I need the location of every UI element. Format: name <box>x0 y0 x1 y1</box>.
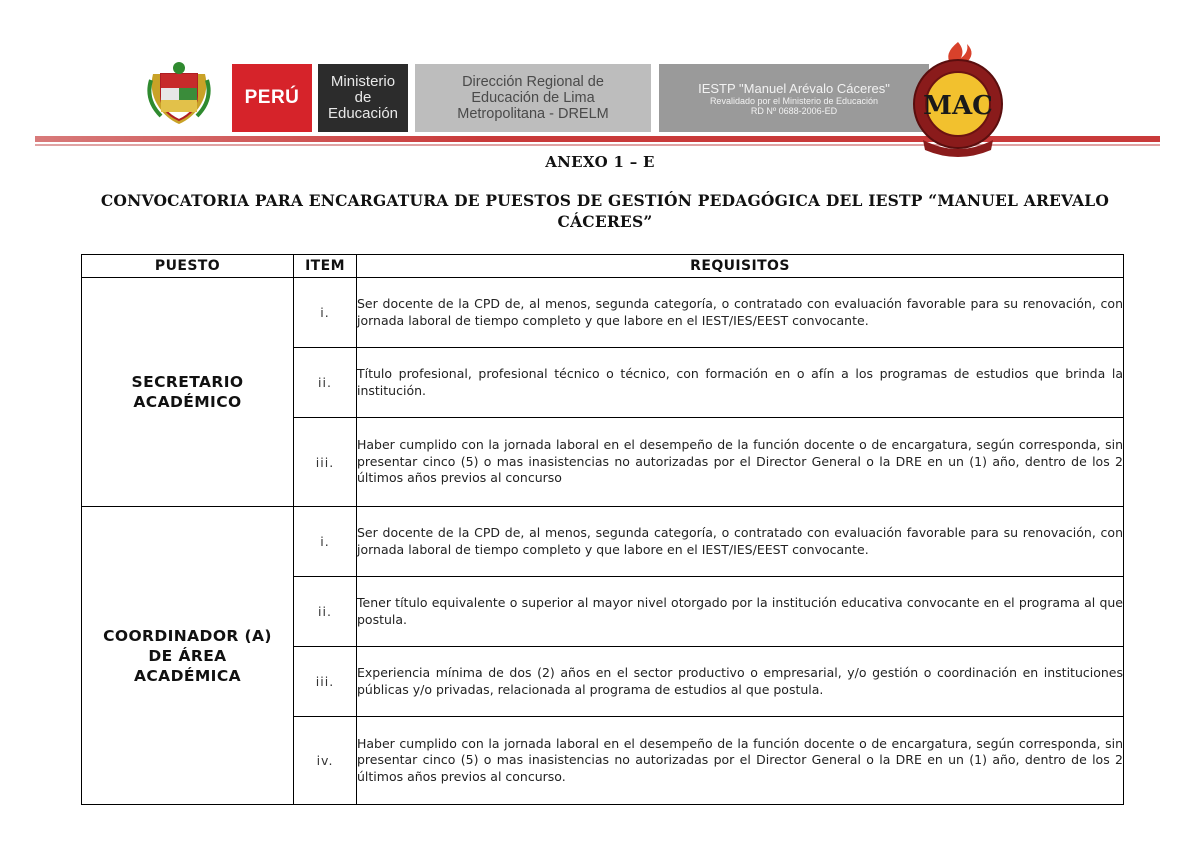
puesto-secretario-academico: SECRETARIO ACADÉMICO <box>82 278 294 507</box>
header-banner <box>35 40 1160 150</box>
item-number: iv. <box>294 717 357 805</box>
item-number: i. <box>294 507 357 577</box>
mac-institute-emblem-icon <box>903 40 1013 160</box>
requirement-text: Haber cumplido con la jornada laboral en el desempeño de la función docente o de encargatura, según corresponda, sin presentar cinco (5) o mas inasistencias no autorizadas por el Director General o la DRE en un (1) año, dentro de los 2 últimos años previos al concurso. <box>357 717 1124 805</box>
table-row <box>82 507 1124 577</box>
iestp-logo: IESTP "Manuel Arévalo Cáceres" Revalidado por el Ministerio de Educación RD Nº 0688-2006-ED <box>659 64 929 132</box>
item-number: iii. <box>294 418 357 507</box>
header-requisitos: REQUISITOS <box>357 255 1124 278</box>
item-number: i. <box>294 278 357 348</box>
requirement-text: Ser docente de la CPD de, al menos, segunda categoría, o contratado con evaluación favorable para su renovación, con jornada laboral de tiempo completo y que labore en el IEST/IES/EEST convocante. <box>357 278 1124 348</box>
requirements-table <box>81 254 1124 805</box>
requirement-text: Haber cumplido con la jornada laboral en el desempeño de la función docente o de encargatura, según corresponda, sin presentar cinco (5) o mas inasistencias no autorizadas por el Director General o la DRE en un (1) año, dentro de los 2 últimos años previos al concurso <box>357 418 1124 507</box>
peru-coat-of-arms-icon <box>147 60 211 130</box>
table-row <box>82 278 1124 348</box>
annex-title: ANEXO 1 – E <box>545 153 655 171</box>
page-title: CONVOCATORIA PARA ENCARGATURA DE PUESTOS DE GESTIÓN PEDAGÓGICA DEL IESTP “MANUEL AREVALO CÁCERES” <box>100 191 1110 231</box>
item-number: ii. <box>294 348 357 418</box>
header-puesto: PUESTO <box>82 255 294 278</box>
drelm-logo: Dirección Regional de Educación de Lima Metropolitana - DRELM <box>415 64 651 132</box>
requirement-text: Tener título equivalente o superior al mayor nivel otorgado por la institución educativa convocante en el programa al que postula. <box>357 577 1124 647</box>
requirement-text: Título profesional, profesional técnico o técnico, con formación en o afín a los programas de estudios que brinda la institución. <box>357 348 1124 418</box>
requirement-text: Experiencia mínima de dos (2) años en el sector productivo o empresarial, y/o gestión o coordinación en instituciones públicas y/o privadas, relacionada al programa de estudios al que postula. <box>357 647 1124 717</box>
svg-text:MAC: MAC <box>923 91 993 121</box>
header-item: ITEM <box>294 255 357 278</box>
item-number: ii. <box>294 577 357 647</box>
ministerio-logo: Ministerio de Educación <box>318 64 408 132</box>
item-number: iii. <box>294 647 357 717</box>
peru-logo: PERÚ <box>232 64 312 132</box>
table-header-row <box>82 255 1124 278</box>
puesto-coordinador-area-academica: COORDINADOR (A) DE ÁREA ACADÉMICA <box>82 507 294 805</box>
requirement-text: Ser docente de la CPD de, al menos, segunda categoría, o contratado con evaluación favorable para su renovación, con jornada laboral de tiempo completo y que labore en el IEST/IES/EEST convocante. <box>357 507 1124 577</box>
